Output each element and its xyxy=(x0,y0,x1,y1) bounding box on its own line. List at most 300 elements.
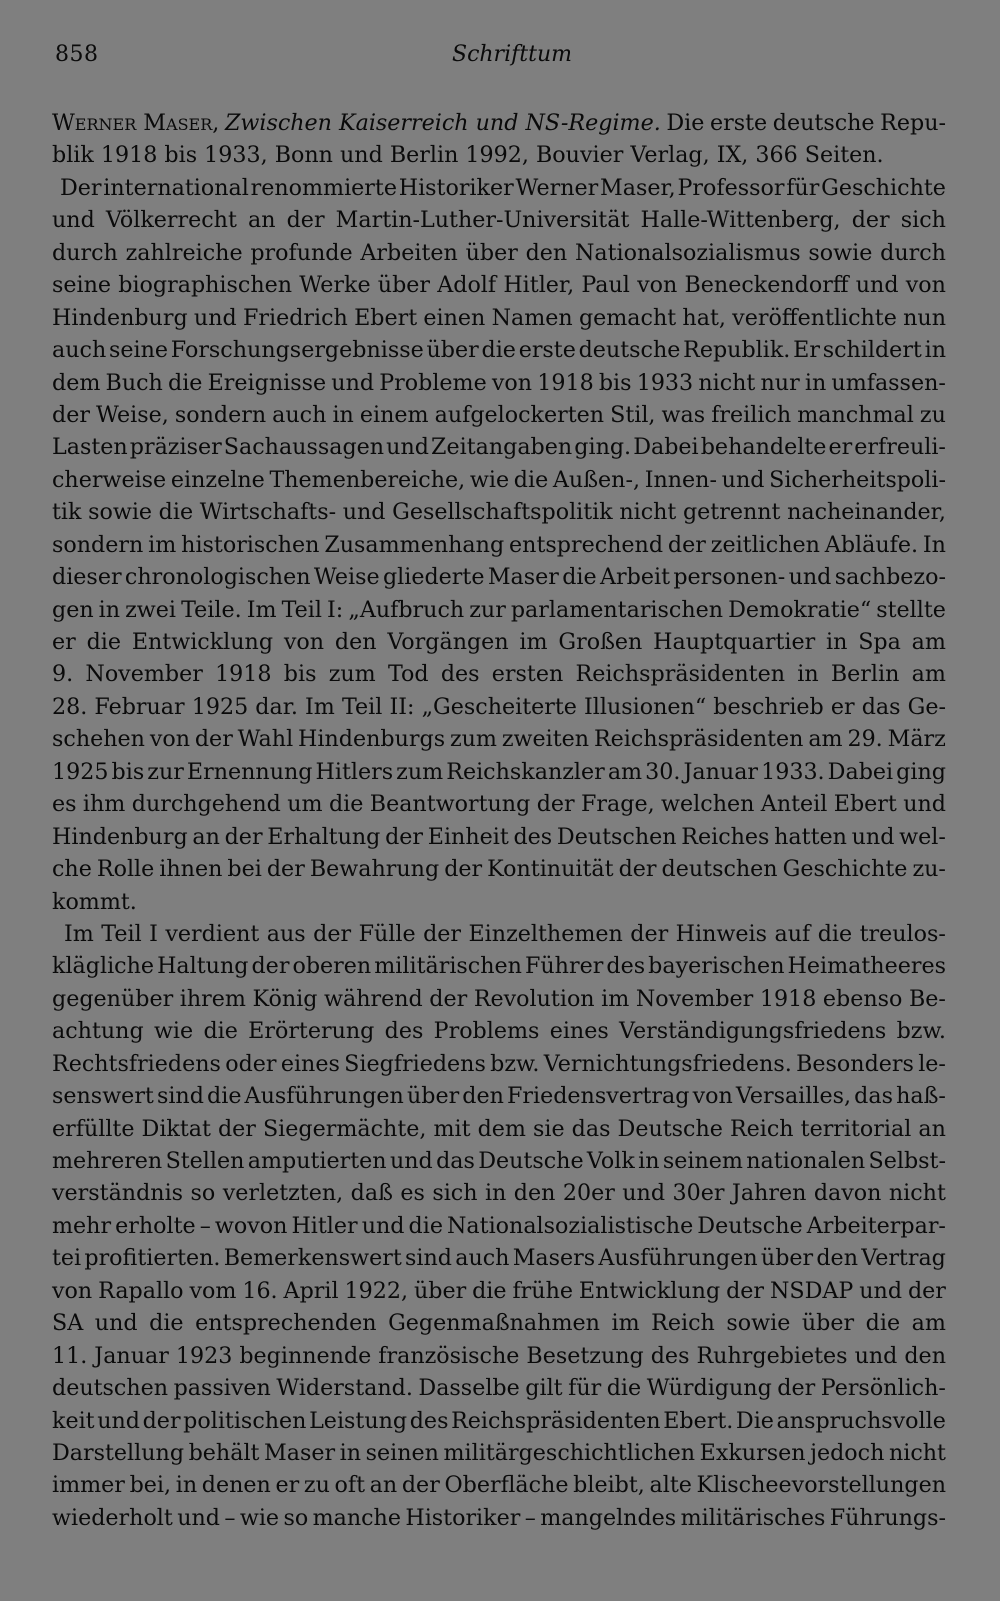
word: die xyxy=(606,1375,642,1402)
word: Ernennung xyxy=(186,758,313,785)
word: im xyxy=(601,985,630,1012)
word: Im xyxy=(64,920,94,947)
word: des xyxy=(440,661,480,688)
word: Frage, xyxy=(581,791,655,818)
word: König xyxy=(252,985,318,1012)
word: militärischen xyxy=(374,953,522,980)
word: wie xyxy=(153,1018,194,1045)
word: 11. xyxy=(52,1342,88,1369)
word: militärisches xyxy=(680,1504,826,1531)
word: französische xyxy=(378,1342,520,1369)
word: der xyxy=(536,791,575,818)
word: II: xyxy=(389,693,415,720)
word: in xyxy=(924,337,946,364)
word: Buch xyxy=(105,369,163,396)
word: November xyxy=(635,985,754,1012)
text-line xyxy=(52,1242,946,1274)
word: territorial xyxy=(800,1115,912,1142)
word: Hitler xyxy=(291,1212,358,1239)
word: Namen xyxy=(491,304,573,331)
book-title: Zwischen Kaiserreich und NS-Regime. xyxy=(224,110,661,136)
word: Dabei xyxy=(633,434,699,461)
word: durchgehend xyxy=(131,791,281,818)
word: Spa xyxy=(858,629,901,655)
word: deutsche xyxy=(772,110,875,136)
word: verdient xyxy=(165,920,260,947)
text-line xyxy=(52,334,946,366)
word: den xyxy=(525,239,568,266)
word: tei xyxy=(52,1245,82,1272)
word: Stellen xyxy=(165,1148,245,1174)
word: deutsche xyxy=(578,337,681,364)
word: die xyxy=(472,1277,507,1304)
word: der xyxy=(630,920,669,947)
word: und xyxy=(361,1212,405,1239)
word: oberen xyxy=(292,953,372,980)
word: che xyxy=(52,856,92,883)
text-line xyxy=(52,1145,946,1177)
word: nacheinander, xyxy=(787,499,946,526)
word: die xyxy=(168,369,203,396)
word: und xyxy=(386,434,429,461)
word: der xyxy=(777,1375,816,1402)
word: ihm xyxy=(82,791,126,818)
word: Paul xyxy=(581,272,630,299)
word: Darstellung xyxy=(52,1439,185,1466)
word: getrennt xyxy=(682,499,781,526)
word: das xyxy=(854,1083,893,1110)
word: März xyxy=(887,726,946,753)
word: Heimatheeres xyxy=(787,953,946,980)
word: an xyxy=(918,1115,946,1142)
word: Stil, xyxy=(610,401,656,428)
word: Reichspräsidenten xyxy=(575,661,786,688)
word: der xyxy=(313,920,352,947)
word: le- xyxy=(918,1050,946,1077)
word: Anteil xyxy=(760,791,828,818)
word: freilich xyxy=(711,401,792,428)
word: der xyxy=(385,823,424,850)
word: der xyxy=(194,726,233,753)
word: Besonders xyxy=(796,1050,914,1077)
word: Der xyxy=(60,174,102,201)
word: Persönlich- xyxy=(820,1375,946,1402)
word: wel- xyxy=(899,823,946,850)
text-line xyxy=(52,1048,946,1080)
word: er xyxy=(275,1472,300,1499)
word: Sachaussagen xyxy=(223,434,385,461)
word: der xyxy=(266,856,305,883)
word: und xyxy=(855,272,899,299)
text-line xyxy=(52,1502,946,1534)
word: Reich xyxy=(651,1310,715,1337)
word: den xyxy=(513,1180,556,1207)
word: das xyxy=(861,693,901,720)
word: die xyxy=(408,1212,443,1239)
word: Fülle xyxy=(358,920,416,947)
word: der xyxy=(401,1472,440,1499)
word: dem xyxy=(52,369,101,396)
text-line xyxy=(52,853,946,885)
word: im xyxy=(519,629,548,655)
word: der xyxy=(52,401,90,428)
word: in xyxy=(98,596,121,623)
word: zweiten xyxy=(501,726,590,753)
word: Berlin xyxy=(830,661,900,688)
word: Probleme xyxy=(379,369,487,396)
word: hatten xyxy=(774,823,847,850)
word: deutschen xyxy=(661,856,778,883)
word: 9. xyxy=(52,661,74,688)
word: hat, xyxy=(682,304,726,331)
word: ihrem xyxy=(179,985,246,1012)
word: und xyxy=(97,1407,140,1434)
word: so xyxy=(190,1180,216,1207)
word: Reichspräsidenten xyxy=(593,726,804,753)
text-line xyxy=(52,496,946,528)
word: 30er xyxy=(672,1180,725,1207)
word: wiederholt xyxy=(52,1504,173,1531)
word: an xyxy=(192,823,220,850)
word: zur xyxy=(469,596,506,623)
word: Beantwortung xyxy=(369,791,531,818)
word: der xyxy=(251,953,290,980)
text-line xyxy=(52,269,946,301)
text-line xyxy=(52,1080,946,1112)
text-line xyxy=(52,918,946,950)
word: für xyxy=(568,1375,602,1402)
word: 1925 xyxy=(191,693,249,720)
word: in xyxy=(826,629,848,655)
word: über xyxy=(377,272,431,299)
word: Forschungsergebnisse xyxy=(170,337,424,364)
word: Revolution xyxy=(473,985,595,1012)
word: bzw. xyxy=(490,1050,540,1077)
word: Nationalsozialismus xyxy=(574,239,801,266)
word: zu xyxy=(919,401,946,428)
word: 1918 xyxy=(537,369,594,396)
word: zum xyxy=(396,758,444,785)
word: den xyxy=(816,1245,858,1272)
word: Weise, xyxy=(96,401,169,428)
word: beschrieb xyxy=(713,693,824,720)
word: Ebert. xyxy=(663,1407,734,1434)
word: am xyxy=(911,629,946,655)
text-line xyxy=(52,139,946,171)
word: Rolle xyxy=(96,856,155,883)
text-line xyxy=(52,302,946,334)
text-line xyxy=(52,886,946,918)
word: Rechtsfriedens xyxy=(52,1050,221,1077)
text-line xyxy=(52,1307,946,1339)
word: gen xyxy=(52,596,94,623)
word: I xyxy=(149,920,158,947)
word: passiven xyxy=(173,1375,271,1402)
word: senswert xyxy=(52,1083,154,1110)
text-line xyxy=(52,983,946,1015)
word: manche xyxy=(312,1504,401,1531)
word: profunde xyxy=(250,239,353,266)
text-line xyxy=(52,1437,946,1469)
word: mehreren xyxy=(52,1148,163,1174)
word: und xyxy=(854,1342,898,1369)
word: Siegermächte, xyxy=(262,1115,427,1142)
word: erfüllte xyxy=(52,1115,135,1142)
word: Erörterung xyxy=(248,1018,375,1045)
word: auch xyxy=(272,401,327,428)
word: Martin-Luther-Universität xyxy=(335,207,630,234)
word: Leistung xyxy=(309,1407,408,1434)
word: entsprechenden xyxy=(195,1310,377,1337)
word: der xyxy=(142,1407,181,1434)
word: sind xyxy=(156,1083,204,1110)
word: die xyxy=(207,1083,242,1110)
word: Führer xyxy=(525,953,604,980)
word: bis xyxy=(111,758,145,785)
word: politischen xyxy=(183,1407,307,1434)
word: nur xyxy=(760,369,800,396)
word: 29. xyxy=(847,726,883,753)
word: Siegfriedens xyxy=(344,1050,486,1077)
word: Ebert xyxy=(833,791,897,818)
text-line xyxy=(52,691,946,723)
word: frühe xyxy=(512,1277,573,1304)
word: I: xyxy=(327,596,344,623)
word: – xyxy=(224,1504,236,1531)
word: nicht xyxy=(698,369,756,396)
word: haß- xyxy=(896,1083,946,1110)
word: schildert xyxy=(822,337,922,364)
word: am xyxy=(808,726,843,753)
word: über xyxy=(426,337,479,364)
word: ersten xyxy=(491,661,564,688)
text-line xyxy=(52,237,946,269)
word: Be- xyxy=(908,985,946,1012)
page-number: 858 xyxy=(55,42,99,67)
word: sondern xyxy=(174,401,267,428)
word: der xyxy=(423,920,462,947)
word: Widerstand. xyxy=(276,1375,413,1402)
word: bayerischen xyxy=(648,953,785,980)
text-line xyxy=(52,658,946,690)
word: Verständigungsfriedens xyxy=(619,1018,887,1045)
word: und xyxy=(94,1310,138,1337)
word: und xyxy=(52,207,95,234)
word: zahlreiche xyxy=(125,239,243,266)
word: Entwicklung xyxy=(578,1277,721,1304)
word: am xyxy=(911,661,946,688)
word: von xyxy=(491,369,533,396)
word: parlamentarischen xyxy=(510,596,724,623)
word: Themenbereiche, xyxy=(269,466,466,493)
word: 1933. xyxy=(761,758,825,785)
word: Teil xyxy=(281,596,322,623)
word: über xyxy=(406,1083,460,1110)
word: Gegenmaßnahmen xyxy=(388,1310,600,1337)
word: deutschen xyxy=(52,1375,169,1402)
word: Im xyxy=(305,693,335,720)
word: Geschichte xyxy=(821,174,946,201)
word: und xyxy=(788,564,832,591)
word: sowie xyxy=(808,239,873,266)
word: Großen xyxy=(558,629,643,655)
word: entsprechend xyxy=(509,531,664,558)
word: der xyxy=(907,1277,946,1304)
word: einzelne xyxy=(170,466,265,493)
word: die xyxy=(158,499,194,526)
word: verständnis xyxy=(52,1180,184,1207)
word: dieser xyxy=(52,564,122,591)
word: auch xyxy=(455,1245,510,1272)
word: er xyxy=(830,693,855,720)
word: Haltung xyxy=(157,953,249,980)
word: von xyxy=(149,726,190,753)
word: er xyxy=(828,434,853,461)
line-text: kommt. xyxy=(52,888,137,915)
word: um xyxy=(287,791,323,818)
word: aufgelockerten xyxy=(434,401,605,428)
word: Werner xyxy=(515,174,599,201)
word: erholte xyxy=(115,1212,196,1239)
word: Ge- xyxy=(907,693,946,720)
word: Er xyxy=(793,337,820,364)
word: Vernichtungsfriedens. xyxy=(543,1050,792,1077)
word: dem xyxy=(477,1115,526,1142)
word: während xyxy=(323,985,423,1012)
word: im xyxy=(611,1310,640,1337)
word: Würdigung xyxy=(646,1375,772,1402)
word: personen- xyxy=(673,564,786,591)
word: für xyxy=(786,174,820,201)
text-line xyxy=(52,821,946,853)
word: Friedensvertrag xyxy=(507,1083,690,1110)
word: beginnende xyxy=(239,1342,372,1369)
word: über xyxy=(413,1277,467,1304)
word: 1933 xyxy=(636,369,694,396)
word: Kontinuität xyxy=(487,856,614,883)
word: das xyxy=(436,1148,475,1174)
word: des xyxy=(650,1342,690,1369)
word: Hitlers xyxy=(315,758,394,785)
word: über xyxy=(465,239,518,266)
word: Erhaltung xyxy=(267,823,381,850)
word: profitierten. xyxy=(84,1245,221,1272)
word: 1922, xyxy=(344,1277,409,1304)
word: seine xyxy=(108,337,169,364)
text-line xyxy=(52,529,946,561)
word: die xyxy=(481,337,516,364)
word: am xyxy=(911,1310,946,1337)
word: Ausführungen xyxy=(598,1245,758,1272)
word: Im xyxy=(246,596,277,623)
text-line xyxy=(52,1372,946,1404)
word: Bewahrung xyxy=(309,856,440,883)
text-line xyxy=(52,1015,946,1047)
word: sondern xyxy=(52,531,144,558)
word: bis xyxy=(598,369,632,396)
word: die xyxy=(203,1018,238,1045)
review-body xyxy=(52,107,946,1534)
word: anspruchsvolle xyxy=(776,1407,946,1434)
word: tik xyxy=(52,499,82,526)
text-line xyxy=(52,950,946,982)
word: bleibt, xyxy=(573,1472,645,1499)
word: am xyxy=(607,758,643,785)
word: schehen xyxy=(52,726,145,753)
word: Zusammenhang xyxy=(324,531,505,558)
text-line xyxy=(52,399,946,431)
word: der xyxy=(444,856,483,883)
word: klägliche xyxy=(52,953,155,980)
word: wovon xyxy=(214,1212,288,1239)
word: Reich xyxy=(729,1115,794,1142)
word: Februar xyxy=(94,693,185,720)
word: Weise xyxy=(313,564,380,591)
word: die xyxy=(817,920,853,947)
word: Volk xyxy=(586,1148,635,1174)
word: die xyxy=(513,466,549,493)
word: Illusionen“ xyxy=(584,693,707,720)
word: sich xyxy=(432,1180,478,1207)
word: Teil xyxy=(341,693,383,720)
word: Reichskanzler xyxy=(446,758,605,785)
text-line xyxy=(52,561,946,593)
word: die xyxy=(149,1310,184,1337)
word: bzw. xyxy=(896,1018,946,1045)
word: Adolf xyxy=(437,272,497,299)
word: Nationalsozialistische xyxy=(447,1212,694,1239)
word: Ereignisse xyxy=(207,369,327,396)
word: es xyxy=(400,1180,425,1207)
word: eines xyxy=(549,1018,609,1045)
word: von xyxy=(692,1083,733,1110)
word: oder xyxy=(225,1050,277,1077)
word: mehr xyxy=(52,1212,112,1239)
text-line xyxy=(52,1275,946,1307)
word: Dabei xyxy=(827,758,894,785)
word: Klischeevorstellungen xyxy=(696,1472,946,1499)
word: Reiches xyxy=(681,823,770,850)
word: an xyxy=(369,1472,398,1499)
word: Führungs- xyxy=(829,1504,946,1531)
word: Deutsche xyxy=(478,1148,584,1174)
text-line xyxy=(52,367,946,399)
word: Deutschen xyxy=(556,823,677,850)
word: und xyxy=(193,304,237,331)
word: SA xyxy=(52,1310,84,1337)
word: Völkerrecht xyxy=(105,207,237,234)
word: Hinweis xyxy=(675,920,768,947)
word: auf xyxy=(774,920,811,947)
word: in xyxy=(339,1439,362,1466)
word: November xyxy=(85,661,203,688)
word: auch xyxy=(52,337,107,364)
word: Bemerkenswert xyxy=(223,1245,402,1272)
text-line xyxy=(52,756,946,788)
word: behandelte xyxy=(700,434,827,461)
word: sowie xyxy=(88,499,153,526)
word: Arbeiten xyxy=(360,239,458,266)
word: durch xyxy=(880,239,946,266)
word: treulos- xyxy=(859,920,946,947)
word: Maser xyxy=(487,564,559,591)
word: Abläufe. xyxy=(824,531,919,558)
word: der xyxy=(667,531,706,558)
word: Hindenburgs xyxy=(298,726,446,753)
word: Einzelthemen xyxy=(468,920,623,947)
word: und xyxy=(903,791,946,818)
word: Hindenburg xyxy=(52,823,188,850)
